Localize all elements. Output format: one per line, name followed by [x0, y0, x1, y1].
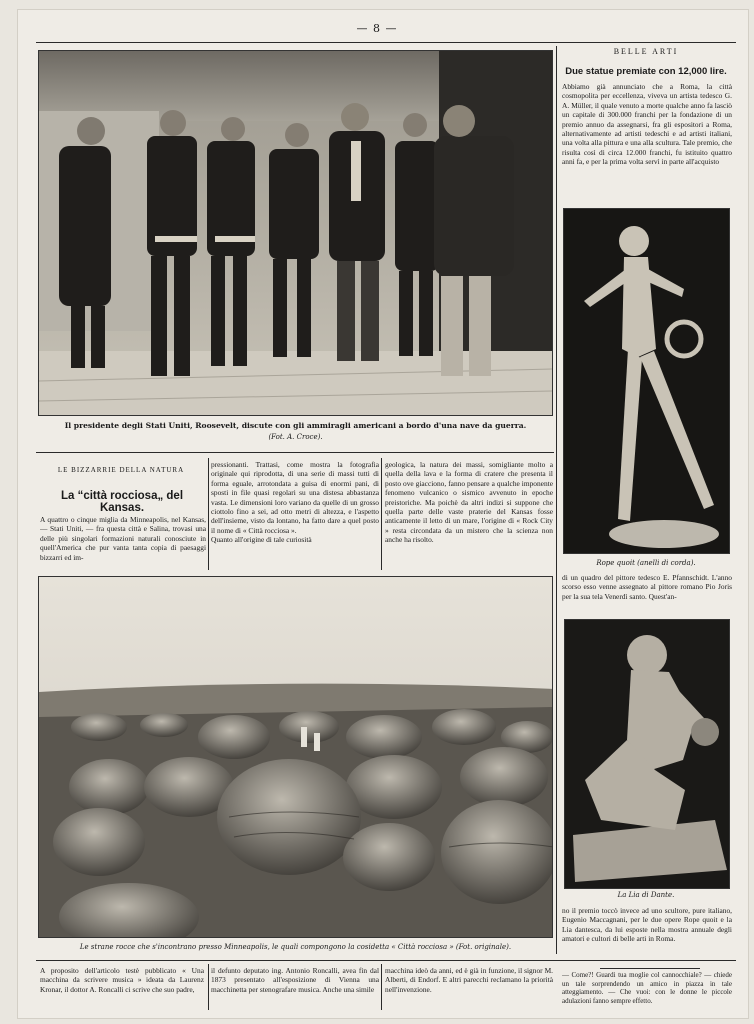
top-rule	[36, 42, 736, 43]
roosevelt-photo-caption: Il presidente degli Stati Uniti, Roosevelt, discute con gli ammiragli americani a bordo d'una nave da guerra.	[64, 421, 527, 430]
rope-quoit-statue-photo	[563, 208, 730, 554]
bottom-column-1: A proposito dell'articolo testè pubblicato « Una macchina da scrivere musica » ideata da Laurenz Kronar, il dottor A. Roncalli ci scrive che suo padre,	[40, 966, 204, 994]
column-divider	[556, 46, 557, 954]
kansas-column-1: A quattro o cinque miglia da Minneapolis, nel Kansas, — Stati Uniti, — fra questa città e Salina, trovasi una delle più singolari formazioni naturali conosciute in quell'America che pur vanta tanta copia di paesaggi bizzarri ed im-	[40, 515, 206, 562]
belle-arti-paragraph-3: no il premio toccò invece ad uno scultore, pure italiano, Eugenio Maccagnani, per le due opere Rope quoit e la Lia dantesca, da lui esposte nella mostra annuale degli amatori e cultori di belle arti in Roma.	[562, 906, 732, 944]
kansas-column-3: geologica, la natura dei massi, somigliante molto a quella della lava e la forma di cratere che presenta il posto ove giacciono, fanno pensare a qualche imponente fenomeno vulcanico o sismico avvenuto in epoche preistoriche. Ma poichè da altri indizi si suppone che quella parte delle vaste praterie del Kansas fosse anticamente il letto di un mare, l'origine di « Rock City » resta circondata da un mistero che la scienza non anche ha risolto.	[385, 460, 553, 545]
joke-text: — Come?! Guardi tua moglie col cannocchiale? — chiede un tale sorprendendo un amico in piazza in tale atteggiamento. — Che vuoi: con le donne le piccole adulazioni fanno sempre effetto.	[562, 971, 732, 1005]
belle-arti-paragraph-2: di un quadro del pittore tedesco E. Pfannschidt. L'anno scorso esso venne assegnato al pittore romano Pio Joris per la sua tela Venerdì santo. Quest'an-	[562, 573, 732, 601]
roosevelt-photo-credit: (Fot. A. Croce).	[268, 433, 323, 441]
lia-di-dante-caption: La Lia di Dante.	[617, 891, 675, 899]
column-divider	[381, 964, 382, 1010]
rope-quoit-statue-illustration	[564, 209, 730, 554]
section-rule	[36, 452, 554, 453]
kansas-kicker: LE BIZZARRIE DELLA NATURA	[57, 466, 185, 474]
belle-arti-paragraph-1: Abbiamo già annunciato che a Roma, la città cosmopolita per eccellenza, viveva un artista tedesco G. A. Müller, il quale venuto a morte qualche anno fa lasciò un capitale di 300.000 franchi per la fondazione di un premio annuo da assegnarsi, fra gli espositori a Roma, alternativamente ad artisti tedeschi e ad artisti italiani, una volta alla pittura e una alla scultura. Tale premio, che risulta così di circa 12.000 franchi, fu istituito quattro anni fa, e per la prima volta servì in parte all'acquisto	[562, 82, 732, 167]
page-number: — 8 —	[356, 22, 398, 35]
lia-di-dante-statue-photo	[564, 619, 730, 889]
kansas-column-2: pressionanti. Trattasi, come mostra la fotografia originale qui riprodotta, di una serie di massi tutti di forma eguale, arrotondata a guisa di enormi pani, di sposti in file quasi regolari su una distesa abbastanza vasta. Le dimensioni loro variano da quelle di un grosso ciottolo fino a sei, ad otto metri di altezza, e l'aspetto dell'insieme, visto da lontano, ha fatto dare a quel posto il nome di « Città rocciosa ». Quanto all'origine di tale curiosità	[211, 460, 379, 545]
column-divider	[381, 458, 382, 570]
bottom-column-3: macchina ideò da anni, ed è già in funzione, il signor M. Alberti, di Endorf. E altri parecchi reclamano la priorità nell'invenzione.	[385, 966, 553, 994]
belle-arti-headline: Due statue premiate con 12,000 lire.	[565, 66, 727, 77]
section-rule	[36, 960, 736, 961]
belle-arti-section-title: BELLE ARTI	[613, 47, 679, 56]
column-divider	[208, 458, 209, 570]
column-divider	[208, 964, 209, 1010]
kansas-headline: La “città rocciosa„ del Kansas.	[60, 490, 184, 514]
joke-rule	[600, 968, 700, 969]
roosevelt-photo-illustration	[39, 51, 553, 416]
bottom-column-2: il defunto deputato ing. Antonio Roncalli, avea fin dal 1873 presentato all'esposizione di Vienna una macchinetta per stenografare musica. Anche una simile	[211, 966, 379, 994]
rock-city-photo	[38, 576, 553, 938]
rock-city-caption: Le strane rocce che s'incontrano presso Minneapolis, le quali compongono la cosidetta « Città rocciosa » (Fot. originale).	[79, 943, 512, 951]
roosevelt-photo	[38, 50, 553, 416]
rock-city-illustration	[39, 577, 553, 938]
rope-quoit-caption: Rope quoit (anelli di corda).	[596, 559, 696, 567]
lia-di-dante-statue-illustration	[565, 620, 730, 889]
